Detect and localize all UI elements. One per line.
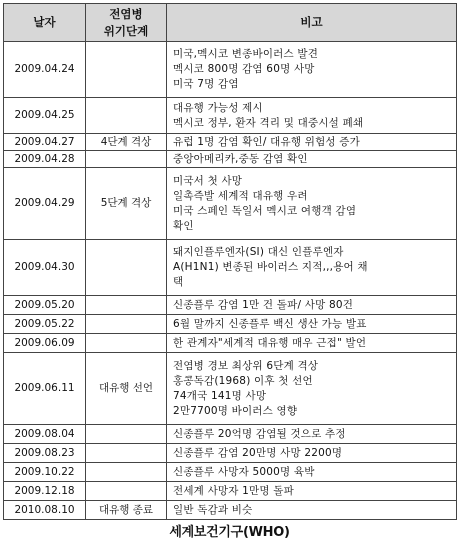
row-stage bbox=[86, 334, 167, 353]
row-stage bbox=[86, 98, 167, 134]
row-date: 2009.05.22 bbox=[4, 315, 86, 334]
row-note bbox=[167, 425, 457, 444]
row-stage bbox=[86, 42, 167, 98]
table-row bbox=[4, 240, 457, 296]
row-note-line: 확인 bbox=[173, 219, 194, 232]
row-note-line: 74개국 141명 사망 bbox=[173, 389, 267, 402]
row-note-line: 멕시코 정부, 환자 격리 및 대중시설 폐쇄 bbox=[173, 116, 364, 129]
row-note-line: 일촉즉발 세계적 대유행 우려 bbox=[173, 189, 308, 202]
table-row bbox=[4, 296, 457, 315]
row-note bbox=[167, 501, 457, 520]
table-row bbox=[4, 334, 457, 353]
table-row bbox=[4, 168, 457, 240]
row-stage bbox=[86, 151, 167, 168]
row-note bbox=[167, 353, 457, 425]
row-note bbox=[167, 98, 457, 134]
who-timeline-document bbox=[3, 3, 456, 540]
row-date: 2009.04.24 bbox=[4, 42, 86, 98]
row-stage bbox=[86, 425, 167, 444]
row-note bbox=[167, 315, 457, 334]
row-note bbox=[167, 334, 457, 353]
table-row bbox=[4, 482, 457, 501]
row-note-line: 신종플루 감염 1만 건 돌파/ 사망 80건 bbox=[173, 298, 354, 311]
row-note bbox=[167, 482, 457, 501]
row-stage bbox=[86, 444, 167, 463]
row-note-line: 2만7700명 바이러스 영향 bbox=[173, 404, 298, 417]
row-date: 2009.05.20 bbox=[4, 296, 86, 315]
table-body bbox=[4, 42, 457, 520]
row-note-line: A(H1N1) 변종된 바이러스 지적,,,용어 채 bbox=[173, 261, 368, 273]
row-note-line: 한 관계자"세계적 대유행 매우 근접" 발언 bbox=[173, 336, 367, 349]
table-row bbox=[4, 501, 457, 520]
row-date: 2009.10.22 bbox=[4, 463, 86, 482]
header-note: 비고 bbox=[167, 4, 457, 42]
row-note-line: 미국서 첫 사망 bbox=[173, 174, 243, 187]
row-note-line: 유럽 1명 감염 확인/ 대유행 위험성 증가 bbox=[173, 135, 360, 148]
row-date: 2009.06.09 bbox=[4, 334, 86, 353]
row-stage bbox=[86, 240, 167, 296]
row-note bbox=[167, 134, 457, 151]
row-note-line: 홍콩독감(1968) 이후 첫 선언 bbox=[173, 374, 313, 387]
row-note bbox=[167, 168, 457, 240]
row-note bbox=[167, 151, 457, 168]
row-note-line: 미국 스페인 독일서 멕시코 여행객 감염 bbox=[173, 204, 357, 217]
row-note-line: 신종플루 감염 20만명 사망 2200명 bbox=[173, 446, 343, 459]
table-header-row bbox=[4, 4, 457, 42]
row-stage bbox=[86, 296, 167, 315]
header-stage bbox=[86, 4, 167, 42]
row-date: 2009.06.11 bbox=[4, 353, 86, 425]
source-caption: 세계보건기구(WHO) bbox=[169, 525, 290, 540]
row-stage bbox=[86, 315, 167, 334]
table-row bbox=[4, 134, 457, 151]
table-row bbox=[4, 353, 457, 425]
row-note-line: 멕시코 800명 감염 60명 사망 bbox=[173, 63, 315, 75]
row-date: 2009.04.30 bbox=[4, 240, 86, 296]
row-note-line: 돼지인플루엔자(SI) 대신 인플루엔자 bbox=[173, 246, 344, 258]
h1n1-timeline-table bbox=[3, 3, 457, 520]
row-note-line: 중앙아메리카,중동 감염 확인 bbox=[173, 152, 308, 165]
table-row bbox=[4, 425, 457, 444]
row-note-line: 미국 7명 감염 bbox=[173, 78, 239, 90]
row-date: 2009.12.18 bbox=[4, 482, 86, 501]
row-stage: 대유행 선언 bbox=[86, 353, 167, 425]
row-stage: 대유행 종료 bbox=[86, 501, 167, 520]
table-row bbox=[4, 98, 457, 134]
row-note bbox=[167, 42, 457, 98]
row-date: 2009.08.04 bbox=[4, 425, 86, 444]
row-stage: 5단계 격상 bbox=[86, 168, 167, 240]
row-stage bbox=[86, 463, 167, 482]
row-date: 2010.08.10 bbox=[4, 501, 86, 520]
header-date: 날자 bbox=[4, 4, 86, 42]
row-date: 2009.04.27 bbox=[4, 134, 86, 151]
table-row bbox=[4, 444, 457, 463]
header-stage-line2: 위기단계 bbox=[103, 23, 149, 38]
table-row bbox=[4, 315, 457, 334]
row-note-line: 전세계 사망자 1만명 돌파 bbox=[173, 484, 294, 497]
row-note bbox=[167, 296, 457, 315]
row-note-line: 신종플루 20억명 감염될 것으로 추정 bbox=[173, 427, 346, 440]
table-row bbox=[4, 463, 457, 482]
row-note bbox=[167, 444, 457, 463]
row-note-line: 6월 말까지 신종플루 백신 생산 가능 발표 bbox=[173, 317, 367, 330]
row-note-line: 전염병 경보 최상위 6단계 격상 bbox=[173, 359, 319, 372]
row-stage bbox=[86, 482, 167, 501]
table-row bbox=[4, 42, 457, 98]
row-date: 2009.04.25 bbox=[4, 98, 86, 134]
row-note-line: 대유행 가능성 제시 bbox=[173, 101, 263, 114]
row-date: 2009.08.23 bbox=[4, 444, 86, 463]
row-stage: 4단계 격상 bbox=[86, 134, 167, 151]
row-note-line: 택 bbox=[173, 276, 184, 288]
row-note-line: 미국,멕시코 변종바이러스 발견 bbox=[173, 48, 319, 60]
row-note bbox=[167, 463, 457, 482]
table-row bbox=[4, 151, 457, 168]
row-date: 2009.04.29 bbox=[4, 168, 86, 240]
row-note-line: 신종플루 사망자 5000명 육박 bbox=[173, 465, 315, 478]
row-note-line: 일반 독감과 비슷 bbox=[173, 503, 253, 516]
row-note bbox=[167, 240, 457, 296]
row-date: 2009.04.28 bbox=[4, 151, 86, 168]
header-stage-line1: 전염병 bbox=[109, 6, 143, 21]
